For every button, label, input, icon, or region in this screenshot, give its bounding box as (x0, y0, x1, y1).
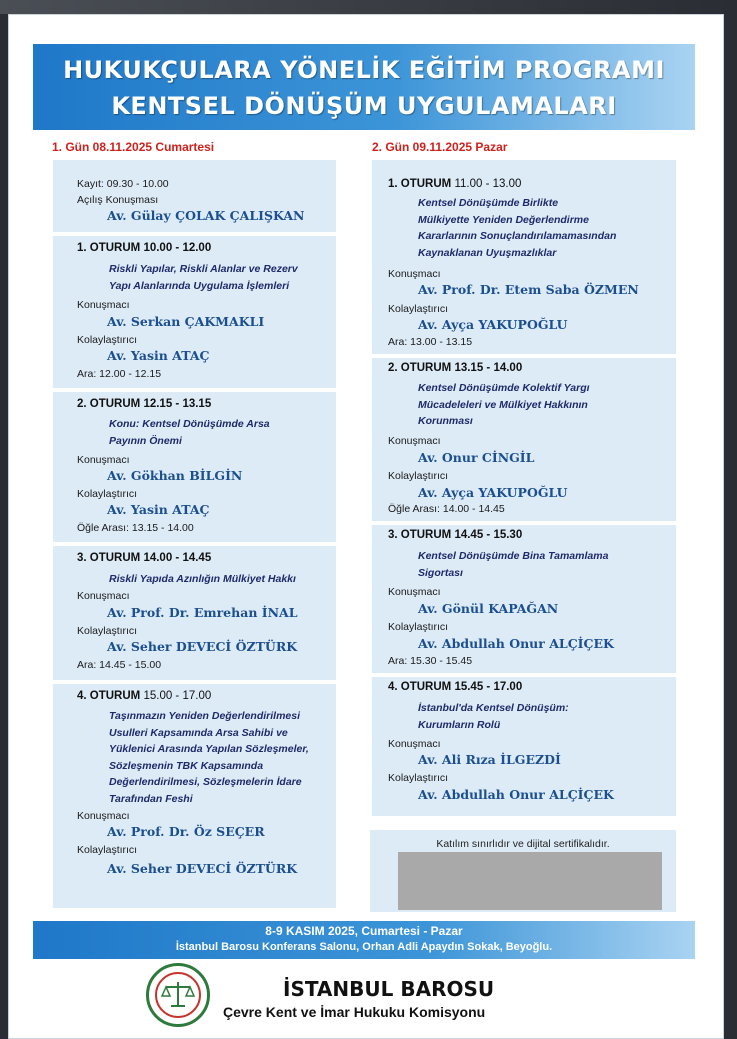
day1-session3-title: 3. OTURUM 14.00 - 14.45 (77, 552, 212, 564)
day1-session1-facilitator: Av. Yasin ATAÇ (107, 348, 210, 363)
day2-session2-title: 2. OTURUM 13.15 - 14.00 (388, 362, 523, 374)
day1-session4-topic (109, 708, 335, 807)
topic-line: Korunması (418, 415, 473, 427)
day1-column (53, 160, 336, 908)
topic-line: Yüklenici Arasında Yapılan Sözleşmeler, (109, 743, 309, 755)
opening-speaker: Av. Gülay ÇOLAK ÇALIŞKAN (107, 208, 305, 223)
footer-banner (33, 921, 695, 959)
registration-time: Kayıt: 09.30 - 10.00 (77, 178, 169, 190)
event-dates: 8-9 KASIM 2025, Cumartesi - Pazar (265, 924, 463, 938)
facilitator-label: Kolaylaştırıcı (388, 470, 449, 482)
day1-session4-title (77, 690, 211, 702)
redacted-area (398, 852, 662, 910)
topic-line: Mülkiyette Yeniden Değerlendirme (418, 213, 589, 226)
topic-line: İstanbul'da Kentsel Dönüşüm: (418, 702, 569, 714)
day2-session3-speaker: Av. Gönül KAPAĞAN (418, 601, 559, 616)
facilitator-label: Kolaylaştırıcı (77, 334, 138, 346)
day2-break-2: Ara: 15.30 - 15.45 (388, 655, 473, 667)
day1-break-1: Ara: 12.00 - 12.15 (77, 368, 162, 380)
day2-lunch-break: Öğle Arası: 14.00 - 14.45 (388, 503, 505, 515)
day1-session2-title: 2. OTURUM 12.15 - 13.15 (77, 398, 212, 410)
day1-session2-speaker: Av. Gökhan BİLGİN (107, 468, 243, 483)
day2-session3-title: 3. OTURUM 14.45 - 15.30 (388, 529, 523, 541)
participation-note-box (370, 830, 676, 912)
event-venue: İstanbul Barosu Konferans Salonu, Orhan Adli Apaydın Sokak, Beyoğlu. (175, 941, 553, 953)
session-number: 4. OTURUM (77, 690, 141, 702)
topic-line: Kararlarının Sonuçlandırılamamasından (418, 230, 617, 242)
day2-session4-speaker: Av. Ali Rıza İLGEZDİ (418, 752, 561, 767)
day1-session3-speaker: Av. Prof. Dr. Emrehan İNAL (107, 605, 298, 620)
day1-lunch-break: Öğle Arası: 13.15 - 14.00 (77, 522, 194, 534)
topic-line: Taşınmazın Yeniden Değerlendirilmesi (109, 710, 301, 722)
facilitator-label: Kolaylaştırıcı (77, 488, 138, 500)
session-time: 15.00 - 17.00 (143, 690, 212, 702)
day1-break-2: Ara: 14.45 - 15.00 (77, 659, 162, 671)
day1-session3-topic (109, 571, 331, 588)
topic-line: Kentsel Dönüşümde Kolektif Yargı (418, 382, 590, 394)
session-number: 1. OTURUM (388, 178, 452, 190)
day2-session3-facilitator: Av. Abdullah Onur ALÇİÇEK (418, 636, 614, 651)
day2-session2-facilitator: Av. Ayça YAKUPOĞLU (418, 485, 568, 500)
speaker-label: Konuşmacı (388, 268, 441, 280)
divider (53, 388, 336, 392)
opening-speech-label: Açılış Konuşması (77, 194, 159, 206)
day1-session1-speaker: Av. Serkan ÇAKMAKLI (107, 314, 265, 329)
day1-session4-speaker: Av. Prof. Dr. Öz SEÇER (107, 824, 265, 839)
divider (53, 232, 336, 236)
topic-line: Tarafından Feshi (109, 792, 193, 805)
day2-session1-speaker: Av. Prof. Dr. Etem Saba ÖZMEN (418, 282, 639, 297)
topic-line: Kentsel Dönüşümde Birlikte (418, 197, 559, 209)
topic-line: Kaynaklanan Uyuşmazlıklar (418, 246, 557, 259)
title-banner (33, 44, 695, 130)
bar-association-logo (146, 963, 210, 1027)
topic-line: Kentsel Dönüşümde Bina Tamamlama (418, 550, 609, 562)
organization-name: İSTANBUL BAROSU (283, 977, 495, 1001)
facilitator-label: Kolaylaştırıcı (77, 844, 138, 856)
facilitator-label: Kolaylaştırıcı (77, 625, 138, 637)
day2-session2-speaker: Av. Onur CİNGİL (418, 450, 535, 465)
scales-icon (157, 974, 199, 1016)
day2-session4-facilitator: Av. Abdullah Onur ALÇİÇEK (418, 787, 614, 802)
topic-line: Payının Önemi (109, 434, 182, 447)
divider (53, 680, 336, 684)
title-line-1: HUKUKÇULARA YÖNELİK EĞİTİM PROGRAMI (63, 56, 665, 84)
participation-note: Katılım sınırlıdır ve dijital sertifikalıdır. (436, 838, 610, 850)
logo-inner-ring (155, 972, 201, 1018)
speaker-label: Konuşmacı (388, 738, 441, 750)
facilitator-label: Kolaylaştırıcı (388, 303, 449, 315)
speaker-label: Konuşmacı (388, 586, 441, 598)
facilitator-label: Kolaylaştırıcı (388, 621, 449, 633)
session-time: 11.00 - 13.00 (454, 178, 522, 190)
day1-session1-topic (109, 261, 331, 294)
title-line-2: KENTSEL DÖNÜŞÜM UYGULAMALARI (111, 92, 617, 120)
day1-session3-facilitator: Av. Seher DEVECİ ÖZTÜRK (107, 639, 298, 654)
divider (372, 354, 676, 358)
topic-line: Usulleri Kapsamında Arsa Sahibi ve (109, 726, 288, 739)
day2-heading: 2. Gün 09.11.2025 Pazar (372, 140, 508, 154)
day1-session2-topic (109, 416, 331, 449)
facilitator-label: Kolaylaştırıcı (388, 772, 449, 784)
topic-line: Riskli Yapılar, Riskli Alanlar ve Rezerv (109, 263, 298, 275)
day1-session1-title: 1. OTURUM 10.00 - 12.00 (77, 242, 212, 254)
day2-break-1: Ara: 13.00 - 13.15 (388, 336, 473, 348)
speaker-label: Konuşmacı (77, 810, 130, 822)
topic-line: Konu: Kentsel Dönüşümde Arsa (109, 418, 270, 430)
day2-session4-topic (418, 700, 672, 733)
divider (372, 673, 676, 677)
speaker-label: Konuşmacı (77, 454, 130, 466)
speaker-label: Konuşmacı (77, 299, 130, 311)
divider (372, 521, 676, 525)
speaker-label: Konuşmacı (77, 590, 130, 602)
day2-session2-topic (418, 380, 672, 430)
day2-session1-facilitator: Av. Ayça YAKUPOĞLU (418, 317, 568, 332)
day1-session2-facilitator: Av. Yasin ATAÇ (107, 502, 210, 517)
day2-session3-topic (418, 548, 672, 581)
topic-line: Değerlendirilmesi, Sözleşmelerin İdare (109, 776, 302, 788)
topic-line: Kurumların Rolü (418, 718, 501, 731)
day2-session4-title: 4. OTURUM 15.45 - 17.00 (388, 681, 523, 693)
day1-session4-facilitator: Av. Seher DEVECİ ÖZTÜRK (107, 861, 298, 876)
topic-line: Mücadeleleri ve Mülkiyet Hakkının (418, 398, 588, 411)
topic-line: Sigortası (418, 566, 463, 579)
committee-name: Çevre Kent ve İmar Hukuku Komisyonu (223, 1004, 486, 1020)
window-top-bar (0, 0, 737, 14)
day2-session1-topic (418, 195, 672, 261)
day1-heading: 1. Gün 08.11.2025 Cumartesi (52, 140, 215, 154)
speaker-label: Konuşmacı (388, 435, 441, 447)
topic-line: Riskli Yapıda Azınlığın Mülkiyet Hakkı (109, 573, 296, 585)
topic-line: Yapı Alanlarında Uygulama İşlemleri (109, 279, 290, 292)
day2-session1-title (388, 178, 521, 190)
topic-line: Sözleşmenin TBK Kapsamında (109, 759, 264, 772)
divider (53, 542, 336, 546)
day2-column (372, 160, 676, 816)
